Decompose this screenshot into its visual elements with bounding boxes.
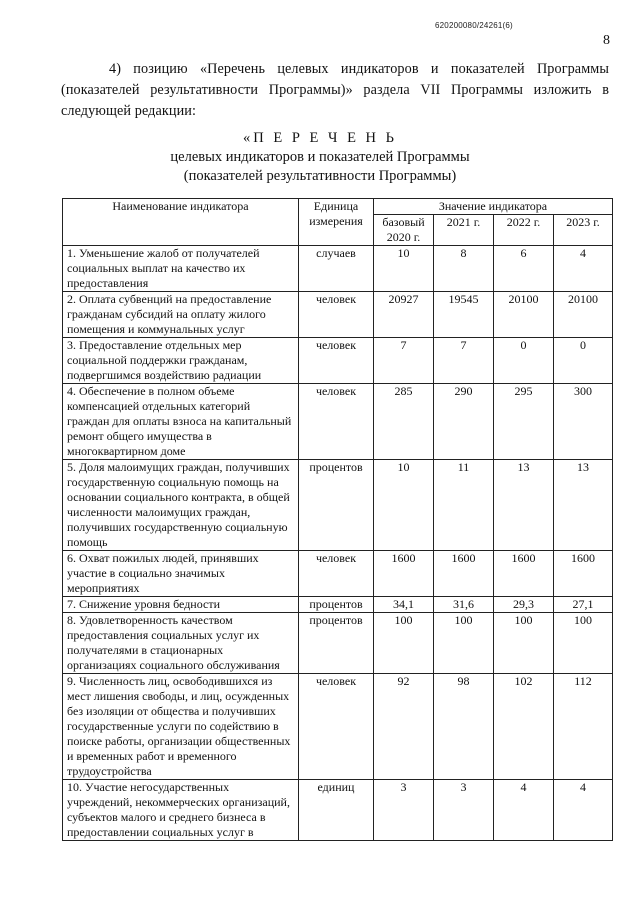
value-cell: 8 [434,246,494,292]
table-row [63,674,613,780]
value-cell: 98 [434,674,494,780]
heading-subtitle-2: (показателей результативности Программы) [183,168,457,184]
value-cell: 10 [374,460,434,551]
header-year: 2022 г. [494,215,554,246]
unit-cell: человек [299,292,374,338]
table-row [63,246,613,292]
header-year: базовый 2020 г. [374,215,434,246]
value-cell: 1600 [434,551,494,597]
value-cell: 285 [374,384,434,460]
value-cell: 295 [494,384,554,460]
value-cell: 4 [554,246,613,292]
value-cell: 20100 [554,292,613,338]
indicator-name-cell: 5. Доля малоимущих граждан, получивших государственную социальную помощь на основании социального контракта, в общей численности малоимущих граждан, получивших государственную социальную помощь [63,460,299,551]
value-cell: 290 [434,384,494,460]
heading-title: «П Е Р Е Ч Е Н Ь [243,130,397,146]
value-cell: 0 [494,338,554,384]
indicators-table [62,198,613,841]
unit-cell: человек [299,551,374,597]
value-cell: 7 [374,338,434,384]
value-cell: 13 [554,460,613,551]
value-cell: 4 [494,780,554,841]
header-year: 2021 г. [434,215,494,246]
indicator-name-cell: 3. Предоставление отдельных мер социальной поддержки гражданам, подвергшимся воздействию радиации [63,338,299,384]
unit-cell: единиц [299,780,374,841]
list-heading [0,129,640,186]
header-unit: Единица измерения [299,199,374,246]
header-year: 2023 г. [554,215,613,246]
table-row [63,780,613,841]
heading-subtitle-1: целевых индикаторов и показателей Программы [170,149,470,165]
unit-cell: процентов [299,613,374,674]
value-cell: 13 [494,460,554,551]
value-cell: 7 [434,338,494,384]
unit-cell: человек [299,338,374,384]
value-cell: 100 [374,613,434,674]
table-header-row [63,199,613,215]
value-cell: 92 [374,674,434,780]
value-cell: 1600 [374,551,434,597]
value-cell: 1600 [554,551,613,597]
unit-cell: процентов [299,597,374,613]
value-cell: 3 [374,780,434,841]
value-cell: 100 [494,613,554,674]
value-cell: 19545 [434,292,494,338]
page-number: 8 [603,33,610,48]
header-value-group: Значение индикатора [374,199,613,215]
indicator-name-cell: 1. Уменьшение жалоб от получателей социальных выплат на качество их предоставления [63,246,299,292]
value-cell: 27,1 [554,597,613,613]
document-number: 620200080/24261(6) [435,21,513,30]
table-row [63,338,613,384]
value-cell: 34,1 [374,597,434,613]
value-cell: 112 [554,674,613,780]
indicator-name-cell: 9. Численность лиц, освободившихся из мест лишения свободы, и лиц, осужденных без изоляции от общества и получивших государственные услуги по содействию в поиске работы, организации общественных и временных работ и временного трудоустройства [63,674,299,780]
indicator-name-cell: 8. Удовлетворенность качеством предоставления социальных услуг их получателями в стационарных организациях социального обслуживания [63,613,299,674]
value-cell: 1600 [494,551,554,597]
indicator-name-cell: 7. Снижение уровня бедности [63,597,299,613]
indicator-name-cell: 6. Охват пожилых людей, принявших участие в социально значимых мероприятиях [63,551,299,597]
value-cell: 4 [554,780,613,841]
value-cell: 100 [434,613,494,674]
value-cell: 20927 [374,292,434,338]
value-cell: 0 [554,338,613,384]
table-row [63,292,613,338]
value-cell: 6 [494,246,554,292]
value-cell: 10 [374,246,434,292]
unit-cell: человек [299,384,374,460]
value-cell: 100 [554,613,613,674]
table-row [63,613,613,674]
value-cell: 102 [494,674,554,780]
header-name: Наименование индикатора [63,199,299,246]
value-cell: 11 [434,460,494,551]
indicator-name-cell: 4. Обеспечение в полном объеме компенсацией отдельных категорий граждан для оплаты взноса на капитальный ремонт общего имущества в многоквартирном доме [63,384,299,460]
table-row [63,551,613,597]
table-row [63,460,613,551]
value-cell: 3 [434,780,494,841]
value-cell: 29,3 [494,597,554,613]
value-cell: 300 [554,384,613,460]
table-row [63,597,613,613]
indicator-name-cell: 10. Участие негосударственных учреждений, некоммерческих организаций, субъектов малого и среднего бизнеса в предоставлении социальных услуг в [63,780,299,841]
table-row [63,384,613,460]
value-cell: 20100 [494,292,554,338]
value-cell: 31,6 [434,597,494,613]
intro-paragraph: 4) позицию «Перечень целевых индикаторов и показателей Программы (показателей результативности Программы)» раздела VII Программы изложить в следующей редакции: [61,61,609,119]
indicator-name-cell: 2. Оплата субвенций на предоставление гражданам субсидий на оплату жилого помещения и коммунальных услуг [63,292,299,338]
unit-cell: процентов [299,460,374,551]
unit-cell: случаев [299,246,374,292]
unit-cell: человек [299,674,374,780]
